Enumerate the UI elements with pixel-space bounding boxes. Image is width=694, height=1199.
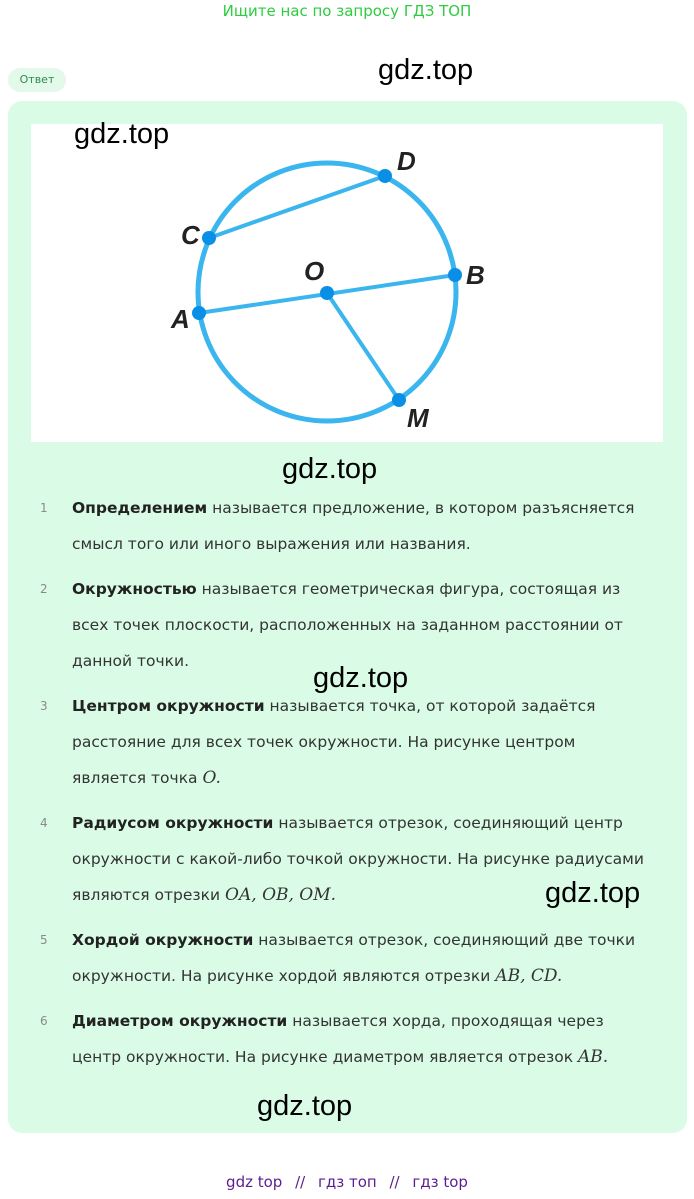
definition-text bbox=[72, 1003, 652, 1075]
watermark: gdz.top bbox=[378, 54, 474, 86]
definition-text bbox=[72, 490, 652, 562]
search-banner: Ищите нас по запросу ГДЗ ТОП bbox=[222, 2, 472, 20]
label-b: B bbox=[466, 260, 485, 290]
watermark: gdz.top bbox=[257, 1090, 353, 1122]
definition-body: называется отрезок, соединяющий центр окружности с какой-либо точкой окружности. На рисунке радиусами являются отрезки bbox=[72, 814, 644, 904]
point-a bbox=[192, 306, 206, 320]
term: Диаметром окружности bbox=[72, 1012, 288, 1030]
point-b bbox=[448, 268, 462, 282]
definition-body: называется точка, от которой задаётся расстояние для всех точек окружности. На рисунке центром является точка bbox=[72, 697, 596, 787]
math-expression: OA, OB, OM. bbox=[225, 885, 337, 905]
term: Хордой окружности bbox=[72, 931, 254, 949]
watermark: gdz.top bbox=[545, 877, 641, 909]
radius-om bbox=[327, 293, 399, 400]
point-c bbox=[202, 231, 216, 245]
math-expression: AB, CD. bbox=[495, 966, 563, 986]
definition-text bbox=[72, 688, 652, 796]
math-expression: AB. bbox=[578, 1047, 609, 1067]
point-d bbox=[378, 169, 392, 183]
point-m bbox=[392, 393, 406, 407]
circle-figure bbox=[31, 124, 663, 442]
item-number: 3 bbox=[40, 699, 48, 713]
definition-text bbox=[72, 922, 652, 994]
definition-body: называется геометрическая фигура, состоящая из всех точек плоскости, расположенных на заданном расстоянии от данной точки. bbox=[72, 580, 623, 670]
footer-link-gdz-top-ru[interactable]: гдз топ bbox=[317, 1173, 377, 1191]
label-o: O bbox=[304, 256, 325, 286]
footer-separator: // bbox=[389, 1173, 400, 1191]
footer-links bbox=[0, 1173, 694, 1191]
label-d: D bbox=[397, 146, 416, 176]
label-c: C bbox=[181, 220, 200, 250]
answer-badge[interactable]: Ответ bbox=[8, 68, 66, 92]
watermark: gdz.top bbox=[74, 118, 170, 150]
point-o bbox=[320, 286, 334, 300]
watermark: gdz.top bbox=[313, 662, 409, 694]
chord-cd bbox=[209, 176, 385, 238]
item-number: 1 bbox=[40, 501, 48, 515]
item-number: 4 bbox=[40, 816, 48, 830]
item-number: 2 bbox=[40, 582, 48, 596]
footer-link-gdz-top[interactable]: gdz top bbox=[226, 1173, 283, 1191]
watermark: gdz.top bbox=[282, 453, 378, 485]
label-m: M bbox=[407, 403, 429, 433]
circle-diagram bbox=[31, 124, 663, 442]
label-a: A bbox=[171, 304, 190, 334]
footer-separator: // bbox=[295, 1173, 306, 1191]
item-number: 5 bbox=[40, 933, 48, 947]
footer-link-gdz-top-mixed[interactable]: гдз top bbox=[412, 1173, 468, 1191]
definition-body: называется отрезок, соединяющий две точки окружности. На рисунке хордой являются отрезки bbox=[72, 931, 636, 985]
item-number: 6 bbox=[40, 1014, 48, 1028]
term: Окружностью bbox=[72, 580, 197, 598]
term: Радиусом окружности bbox=[72, 814, 274, 832]
definition-body: называется хорда, проходящая через центр окружности. На рисунке диаметром является отрезок bbox=[72, 1012, 604, 1066]
term: Определением bbox=[72, 499, 208, 517]
definition-body: называется предложение, в котором разъясняется смысл того или иного выражения или названия. bbox=[72, 499, 635, 553]
term: Центром окружности bbox=[72, 697, 265, 715]
math-expression: O. bbox=[202, 768, 221, 788]
